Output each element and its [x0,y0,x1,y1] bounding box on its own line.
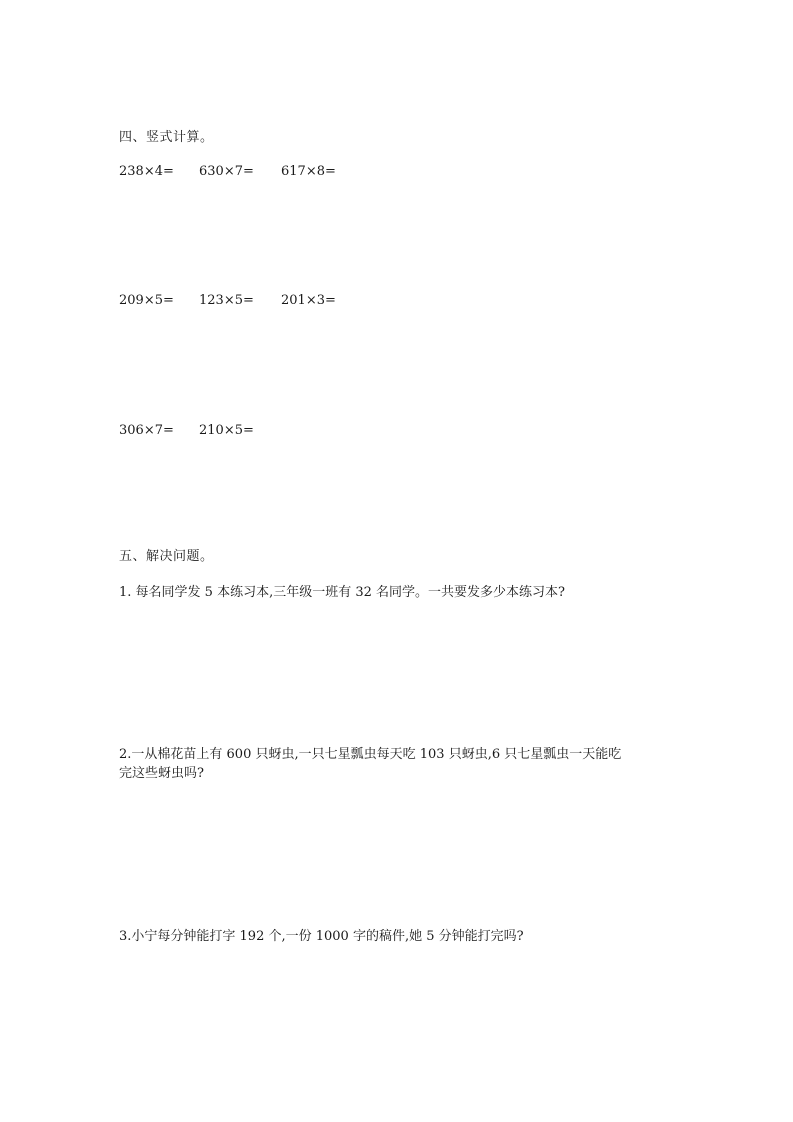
calc-item: 123×5= [199,293,254,308]
problem-text: 3.小宁每分钟能打字 192 个,一份 1000 字的稿件,她 5 分钟能打完吗? [119,929,524,944]
word-problem-1 [119,583,699,602]
calc-item: 209×5= [119,293,174,308]
calc-item: 210×5= [199,423,254,438]
problem-text-continued: 完这些蚜虫吗? [119,766,204,781]
word-problem-2 [119,745,699,783]
calc-item: 630×7= [199,164,254,179]
calc-item: 238×4= [119,164,174,179]
section-5-title: 五、解决问题。 [119,549,214,564]
calc-item: 617×8= [281,164,336,179]
calc-item: 306×7= [119,423,174,438]
problem-text: 1. 每名同学发 5 本练习本,三年级一班有 32 名同学。一共要发多少本练习本? [119,585,565,600]
word-problem-3 [119,927,699,946]
calc-item: 201×3= [281,293,336,308]
problem-text: 2.一从棉花苗上有 600 只蚜虫,一只七星瓢虫每天吃 103 只蚜虫,6 只七星瓢虫一天能吃 [119,747,622,762]
section-4-title: 四、竖式计算。 [119,130,214,145]
